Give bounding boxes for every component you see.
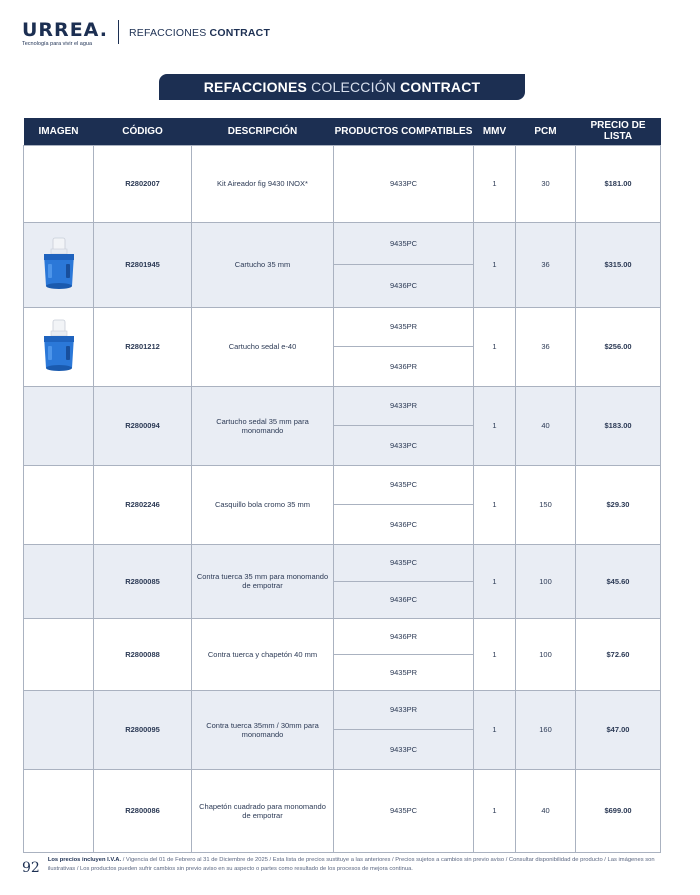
- table-row: [24, 386, 661, 465]
- cell-compatibles: [334, 690, 474, 769]
- cell-mmv: 1: [474, 386, 516, 465]
- cell-price: $699.00: [576, 769, 661, 852]
- cell-compatibles: [334, 222, 474, 307]
- cell-pcm: 160: [516, 690, 576, 769]
- header-precio: PRECIO DE LISTA: [576, 118, 661, 145]
- cartridge-icon: [28, 318, 89, 376]
- compatible-product: 9436PC: [334, 264, 473, 307]
- cell-price: $45.60: [576, 544, 661, 618]
- parts-table: [23, 118, 661, 853]
- footnote: [48, 853, 662, 883]
- cell-code: R2800095: [94, 690, 192, 769]
- compatible-product: 9436PC: [334, 581, 473, 618]
- header-compatibles: PRODUCTOS COMPATIBLES: [334, 118, 474, 145]
- cell-image: [24, 769, 94, 852]
- cell-pcm: 30: [516, 145, 576, 222]
- cell-price: $256.00: [576, 307, 661, 386]
- cell-image: [24, 618, 94, 690]
- cell-code: R2802007: [94, 145, 192, 222]
- cell-mmv: 1: [474, 544, 516, 618]
- logo-tagline: Tecnología para vivir el agua: [22, 41, 93, 47]
- cell-pcm: 100: [516, 618, 576, 690]
- header-descripcion: DESCRIPCIÓN: [192, 118, 334, 145]
- page-number: 92: [22, 860, 40, 876]
- title-part1: REFACCIONES: [203, 79, 308, 95]
- cell-description: Casquillo bola cromo 35 mm: [192, 465, 334, 544]
- cell-compatibles: [334, 769, 474, 852]
- cell-image: [24, 544, 94, 618]
- header-pcm: PCM: [516, 118, 576, 145]
- cell-compatibles: [334, 307, 474, 386]
- section-prefix: REFACCIONES: [128, 27, 207, 39]
- cell-pcm: 36: [516, 222, 576, 307]
- cell-description: Contra tuerca y chapetón 40 mm: [192, 618, 334, 690]
- compatible-product: 9435PR: [334, 654, 473, 690]
- table-header-row: [24, 118, 661, 145]
- cell-price: $72.60: [576, 618, 661, 690]
- cell-mmv: 1: [474, 769, 516, 852]
- cell-description: Contra tuerca 35 mm para monomando de empotrar: [192, 544, 334, 618]
- cell-pcm: 150: [516, 465, 576, 544]
- table-row: [24, 618, 661, 690]
- table-row: [24, 145, 661, 222]
- title-part2: COLECCIÓN: [311, 79, 397, 95]
- cell-description: Contra tuerca 35mm / 30mm para monomando: [192, 690, 334, 769]
- section-label: [129, 27, 270, 39]
- cell-image: [24, 386, 94, 465]
- table-row: [24, 544, 661, 618]
- cell-image: [24, 690, 94, 769]
- cell-mmv: 1: [474, 465, 516, 544]
- cell-mmv: 1: [474, 145, 516, 222]
- cell-image: [24, 465, 94, 544]
- cell-price: $29.30: [576, 465, 661, 544]
- page-title: [159, 74, 525, 100]
- cell-pcm: 40: [516, 386, 576, 465]
- brand-logo: [22, 20, 108, 47]
- page-header: [22, 20, 270, 50]
- cell-code: R2800085: [94, 544, 192, 618]
- cell-description: Cartucho sedal e-40: [192, 307, 334, 386]
- cell-pcm: 40: [516, 769, 576, 852]
- table-row: [24, 307, 661, 386]
- cell-compatibles: [334, 386, 474, 465]
- cell-mmv: 1: [474, 307, 516, 386]
- logo-wordmark: URREA.: [22, 19, 108, 41]
- cartridge-icon: [28, 236, 89, 294]
- cell-compatibles: [334, 145, 474, 222]
- cell-description: Kit Aireador fig 9430 INOX*: [192, 145, 334, 222]
- cell-price: $183.00: [576, 386, 661, 465]
- table-row: [24, 769, 661, 852]
- cell-pcm: 100: [516, 544, 576, 618]
- table-row: [24, 465, 661, 544]
- cell-compatibles: [334, 465, 474, 544]
- cell-pcm: 36: [516, 307, 576, 386]
- cell-code: R2800094: [94, 386, 192, 465]
- compatible-product: 9433PC: [334, 425, 473, 465]
- compatible-product: 9435PR: [389, 322, 418, 332]
- cell-image: [24, 307, 94, 386]
- footnote-text: / Vigencia del 01 de Febrero al 31 de Diciembre de 2025 / Esta lista de precios sustituye a las anteriores / Precios sujetos a cambios sin previo aviso / Consultar disponibilidad de producto / Las imágenes son ilustrativas / Los productos pueden sufrir cambios sin previo aviso en su aspecto o partes como resultado de los procesos de mejora continua.: [47, 857, 655, 872]
- cell-price: $181.00: [576, 145, 661, 222]
- table-body: [24, 145, 661, 852]
- cell-code: R2800088: [94, 618, 192, 690]
- header-imagen: IMAGEN: [24, 118, 94, 145]
- cell-mmv: 1: [474, 618, 516, 690]
- cell-code: R2801212: [94, 307, 192, 386]
- cell-price: $47.00: [576, 690, 661, 769]
- compatible-product: 9435PC: [389, 558, 418, 567]
- title-part3: CONTRACT: [400, 79, 481, 95]
- compatible-product: 9433PR: [389, 401, 418, 411]
- footnote-bold: Los precios incluyen I.V.A.: [47, 857, 122, 863]
- cell-description: Chapetón cuadrado para monomando de empotrar: [192, 769, 334, 852]
- cell-code: R2801945: [94, 222, 192, 307]
- cell-mmv: 1: [474, 690, 516, 769]
- cell-compatibles: [334, 618, 474, 690]
- cell-price: $315.00: [576, 222, 661, 307]
- compatible-product: 9433PC: [334, 729, 473, 769]
- header-codigo: CÓDIGO: [94, 118, 192, 145]
- compatible-product: 9435PC: [389, 480, 418, 490]
- page-footer: [22, 853, 662, 883]
- compatible-product: 9433PC: [389, 179, 418, 188]
- compatible-product: 9435PC: [389, 806, 418, 815]
- table-row: [24, 690, 661, 769]
- cell-description: Cartucho sedal 35 mm para monomando: [192, 386, 334, 465]
- cell-image: [24, 222, 94, 307]
- cell-compatibles: [334, 544, 474, 618]
- section-bold: CONTRACT: [209, 27, 271, 39]
- cell-code: R2800086: [94, 769, 192, 852]
- compatible-product: 9435PC: [389, 238, 418, 248]
- compatible-product: 9436PC: [334, 504, 473, 544]
- cell-image: [24, 145, 94, 222]
- cell-description: Cartucho 35 mm: [192, 222, 334, 307]
- cell-mmv: 1: [474, 222, 516, 307]
- cell-code: R2802246: [94, 465, 192, 544]
- compatible-product: 9433PR: [389, 705, 418, 715]
- compatible-product: 9436PR: [334, 346, 473, 386]
- header-divider: [118, 20, 119, 44]
- compatible-product: 9436PR: [389, 631, 418, 641]
- table-row: [24, 222, 661, 307]
- header-mmv: MMV: [474, 118, 516, 145]
